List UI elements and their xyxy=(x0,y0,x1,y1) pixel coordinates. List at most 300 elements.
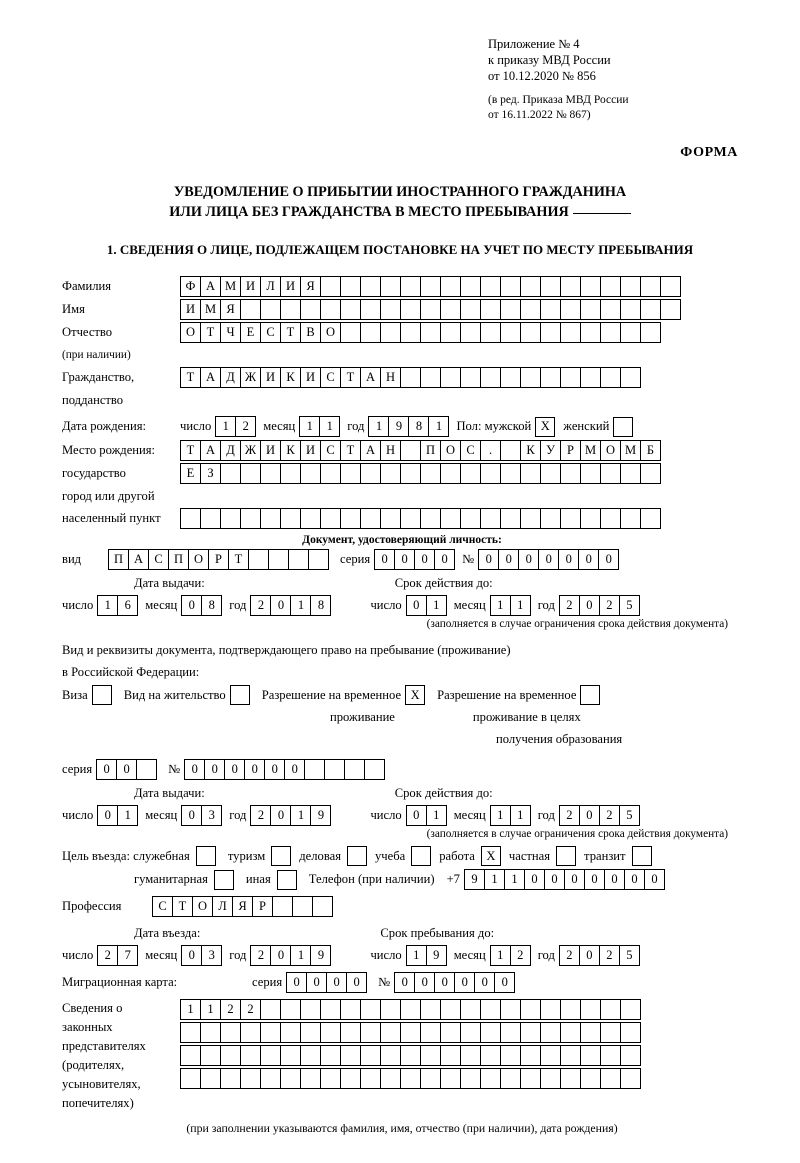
char-box[interactable]: Е xyxy=(180,463,201,484)
char-box[interactable]: Л xyxy=(260,276,281,297)
char-box[interactable]: 3 xyxy=(201,945,222,966)
char-box[interactable] xyxy=(280,299,301,320)
char-box[interactable] xyxy=(200,1045,221,1066)
char-box[interactable] xyxy=(440,276,461,297)
char-box[interactable]: К xyxy=(520,440,541,461)
char-box[interactable] xyxy=(340,276,361,297)
char-box[interactable] xyxy=(580,463,601,484)
char-box[interactable]: С xyxy=(320,367,341,388)
char-box[interactable]: У xyxy=(540,440,561,461)
checkbox-visa[interactable] xyxy=(92,685,112,705)
stay-year-boxes[interactable] xyxy=(559,945,639,966)
char-box[interactable] xyxy=(640,508,661,529)
char-box[interactable] xyxy=(480,999,501,1020)
char-box[interactable] xyxy=(380,322,401,343)
char-box[interactable] xyxy=(420,299,441,320)
char-box[interactable] xyxy=(288,549,309,570)
char-box[interactable] xyxy=(440,463,461,484)
char-box[interactable] xyxy=(540,1068,561,1089)
char-box[interactable]: Т xyxy=(280,322,301,343)
char-box[interactable]: 1 xyxy=(406,945,427,966)
char-box[interactable]: М xyxy=(620,440,641,461)
name-boxes[interactable] xyxy=(180,299,680,320)
char-box[interactable]: И xyxy=(240,276,261,297)
char-box[interactable] xyxy=(580,999,601,1020)
char-box[interactable]: 1 xyxy=(290,805,311,826)
char-box[interactable]: Д xyxy=(220,367,241,388)
char-box[interactable]: Б xyxy=(640,440,661,461)
char-box[interactable] xyxy=(560,508,581,529)
checkbox-business[interactable] xyxy=(347,846,367,866)
char-box[interactable] xyxy=(600,999,621,1020)
char-box[interactable]: 1 xyxy=(368,416,389,437)
char-box[interactable]: 1 xyxy=(426,595,447,616)
char-box[interactable] xyxy=(540,1045,561,1066)
char-box[interactable]: 1 xyxy=(97,595,118,616)
char-box[interactable] xyxy=(320,1022,341,1043)
char-box[interactable] xyxy=(200,1022,221,1043)
doc-issue-month-boxes[interactable] xyxy=(181,595,221,616)
char-box[interactable]: 2 xyxy=(559,945,580,966)
char-box[interactable] xyxy=(220,463,241,484)
char-box[interactable]: 2 xyxy=(97,945,118,966)
char-box[interactable] xyxy=(340,1045,361,1066)
char-box[interactable] xyxy=(560,367,581,388)
char-box[interactable] xyxy=(260,1022,281,1043)
char-box[interactable] xyxy=(620,508,641,529)
char-box[interactable]: 2 xyxy=(599,945,620,966)
char-box[interactable]: 0 xyxy=(224,759,245,780)
char-box[interactable] xyxy=(320,276,341,297)
char-box[interactable]: 0 xyxy=(644,869,665,890)
char-box[interactable] xyxy=(400,508,421,529)
birth-place-city-boxes-2[interactable] xyxy=(180,508,660,529)
char-box[interactable]: 0 xyxy=(474,972,495,993)
char-box[interactable]: Р xyxy=(252,896,273,917)
char-box[interactable]: И xyxy=(260,367,281,388)
char-box[interactable]: 1 xyxy=(290,595,311,616)
char-box[interactable] xyxy=(400,463,421,484)
char-box[interactable]: 0 xyxy=(598,549,619,570)
char-box[interactable]: 0 xyxy=(181,945,202,966)
char-box[interactable] xyxy=(260,299,281,320)
permit-series-boxes[interactable] xyxy=(96,759,156,780)
char-box[interactable] xyxy=(300,463,321,484)
char-box[interactable] xyxy=(400,999,421,1020)
char-box[interactable] xyxy=(500,999,521,1020)
char-box[interactable] xyxy=(500,1022,521,1043)
char-box[interactable] xyxy=(320,1045,341,1066)
char-box[interactable] xyxy=(300,999,321,1020)
char-box[interactable]: 0 xyxy=(406,805,427,826)
permit-valid-month-boxes[interactable] xyxy=(490,805,530,826)
char-box[interactable] xyxy=(240,463,261,484)
char-box[interactable]: С xyxy=(152,896,173,917)
char-box[interactable] xyxy=(260,1045,281,1066)
char-box[interactable] xyxy=(460,276,481,297)
char-box[interactable] xyxy=(500,463,521,484)
char-box[interactable] xyxy=(560,322,581,343)
char-box[interactable] xyxy=(292,896,313,917)
char-box[interactable]: Т xyxy=(340,367,361,388)
char-box[interactable]: 2 xyxy=(250,945,271,966)
char-box[interactable] xyxy=(260,1068,281,1089)
char-box[interactable] xyxy=(380,463,401,484)
char-box[interactable]: И xyxy=(300,440,321,461)
patronymic-boxes[interactable] xyxy=(180,322,660,343)
entry-month-boxes[interactable] xyxy=(181,945,221,966)
char-box[interactable] xyxy=(600,508,621,529)
char-box[interactable] xyxy=(560,276,581,297)
char-box[interactable]: 9 xyxy=(388,416,409,437)
char-box[interactable] xyxy=(400,1022,421,1043)
char-box[interactable] xyxy=(600,276,621,297)
char-box[interactable] xyxy=(360,508,381,529)
char-box[interactable] xyxy=(600,322,621,343)
char-box[interactable] xyxy=(540,299,561,320)
char-box[interactable] xyxy=(540,1022,561,1043)
char-box[interactable]: 0 xyxy=(406,595,427,616)
char-box[interactable] xyxy=(360,1022,381,1043)
char-box[interactable]: О xyxy=(180,322,201,343)
char-box[interactable] xyxy=(520,1022,541,1043)
char-box[interactable]: П xyxy=(168,549,189,570)
char-box[interactable] xyxy=(300,1068,321,1089)
char-box[interactable] xyxy=(320,299,341,320)
char-box[interactable] xyxy=(440,322,461,343)
char-box[interactable] xyxy=(380,1068,401,1089)
char-box[interactable] xyxy=(248,549,269,570)
char-box[interactable] xyxy=(500,508,521,529)
char-box[interactable] xyxy=(600,1045,621,1066)
char-box[interactable]: О xyxy=(440,440,461,461)
char-box[interactable] xyxy=(240,1068,261,1089)
char-box[interactable] xyxy=(344,759,365,780)
char-box[interactable]: Т xyxy=(200,322,221,343)
char-box[interactable] xyxy=(360,999,381,1020)
char-box[interactable] xyxy=(200,508,221,529)
char-box[interactable] xyxy=(460,999,481,1020)
char-box[interactable] xyxy=(420,1045,441,1066)
birth-month-boxes[interactable] xyxy=(299,416,339,437)
char-box[interactable] xyxy=(520,1068,541,1089)
char-box[interactable] xyxy=(460,299,481,320)
checkbox-residence-permit[interactable] xyxy=(230,685,250,705)
char-box[interactable] xyxy=(440,367,461,388)
char-box[interactable] xyxy=(560,999,581,1020)
char-box[interactable]: 0 xyxy=(270,945,291,966)
char-box[interactable]: 2 xyxy=(250,595,271,616)
char-box[interactable]: Я xyxy=(300,276,321,297)
char-box[interactable] xyxy=(500,276,521,297)
char-box[interactable]: Т xyxy=(180,367,201,388)
char-box[interactable]: О xyxy=(320,322,341,343)
char-box[interactable] xyxy=(460,508,481,529)
char-box[interactable]: Н xyxy=(380,440,401,461)
char-box[interactable]: 0 xyxy=(116,759,137,780)
char-box[interactable]: 5 xyxy=(619,805,640,826)
char-box[interactable]: 1 xyxy=(490,595,511,616)
char-box[interactable]: Т xyxy=(180,440,201,461)
char-box[interactable] xyxy=(480,463,501,484)
char-box[interactable] xyxy=(520,999,541,1020)
char-box[interactable] xyxy=(400,1068,421,1089)
char-box[interactable] xyxy=(400,1045,421,1066)
char-box[interactable]: А xyxy=(128,549,149,570)
char-box[interactable]: Т xyxy=(228,549,249,570)
char-box[interactable] xyxy=(240,508,261,529)
char-box[interactable] xyxy=(280,463,301,484)
char-box[interactable] xyxy=(220,1068,241,1089)
char-box[interactable]: 0 xyxy=(624,869,645,890)
char-box[interactable] xyxy=(340,1022,361,1043)
char-box[interactable]: 1 xyxy=(117,805,138,826)
char-box[interactable] xyxy=(260,999,281,1020)
char-box[interactable] xyxy=(380,276,401,297)
char-box[interactable]: 6 xyxy=(117,595,138,616)
char-box[interactable] xyxy=(540,999,561,1020)
char-box[interactable]: 1 xyxy=(504,869,525,890)
migration-series-boxes[interactable] xyxy=(286,972,366,993)
char-box[interactable]: 0 xyxy=(544,869,565,890)
char-box[interactable] xyxy=(620,1045,641,1066)
char-box[interactable] xyxy=(420,367,441,388)
char-box[interactable] xyxy=(312,896,333,917)
char-box[interactable]: 0 xyxy=(96,759,117,780)
char-box[interactable] xyxy=(580,299,601,320)
char-box[interactable]: 2 xyxy=(599,805,620,826)
char-box[interactable] xyxy=(360,299,381,320)
char-box[interactable]: Л xyxy=(212,896,233,917)
permit-issue-year-boxes[interactable] xyxy=(250,805,330,826)
char-box[interactable] xyxy=(620,322,641,343)
char-box[interactable] xyxy=(280,508,301,529)
phone-boxes[interactable] xyxy=(464,869,664,890)
char-box[interactable]: И xyxy=(260,440,281,461)
char-box[interactable] xyxy=(580,1068,601,1089)
char-box[interactable] xyxy=(660,299,681,320)
char-box[interactable] xyxy=(640,276,661,297)
char-box[interactable]: С xyxy=(460,440,481,461)
char-box[interactable]: В xyxy=(300,322,321,343)
char-box[interactable]: 8 xyxy=(408,416,429,437)
char-box[interactable]: М xyxy=(580,440,601,461)
char-box[interactable]: 1 xyxy=(490,805,511,826)
char-box[interactable] xyxy=(220,1045,241,1066)
char-box[interactable] xyxy=(640,299,661,320)
char-box[interactable]: А xyxy=(360,367,381,388)
char-box[interactable] xyxy=(600,463,621,484)
char-box[interactable] xyxy=(340,999,361,1020)
char-box[interactable] xyxy=(500,367,521,388)
char-box[interactable]: 2 xyxy=(510,945,531,966)
char-box[interactable]: 0 xyxy=(270,805,291,826)
char-box[interactable] xyxy=(440,999,461,1020)
char-box[interactable] xyxy=(560,1045,581,1066)
char-box[interactable]: 0 xyxy=(579,595,600,616)
char-box[interactable] xyxy=(580,1045,601,1066)
char-box[interactable] xyxy=(340,463,361,484)
char-box[interactable] xyxy=(500,322,521,343)
birth-place-state-boxes[interactable] xyxy=(180,440,660,461)
char-box[interactable]: 2 xyxy=(235,416,256,437)
char-box[interactable]: Н xyxy=(380,367,401,388)
doc-valid-month-boxes[interactable] xyxy=(490,595,530,616)
doc-issue-year-boxes[interactable] xyxy=(250,595,330,616)
char-box[interactable] xyxy=(620,463,641,484)
char-box[interactable] xyxy=(460,322,481,343)
char-box[interactable] xyxy=(420,1068,441,1089)
char-box[interactable]: 9 xyxy=(310,945,331,966)
checkbox-official[interactable] xyxy=(196,846,216,866)
char-box[interactable]: П xyxy=(420,440,441,461)
char-box[interactable]: А xyxy=(200,440,221,461)
doc-kind-boxes[interactable] xyxy=(108,549,328,570)
char-box[interactable] xyxy=(220,508,241,529)
char-box[interactable] xyxy=(460,1022,481,1043)
birth-day-boxes[interactable] xyxy=(215,416,255,437)
char-box[interactable] xyxy=(520,1045,541,1066)
char-box[interactable] xyxy=(324,759,345,780)
char-box[interactable]: 5 xyxy=(619,595,640,616)
stay-day-boxes[interactable] xyxy=(406,945,446,966)
migration-number-boxes[interactable] xyxy=(394,972,514,993)
char-box[interactable]: 0 xyxy=(564,869,585,890)
entry-day-boxes[interactable] xyxy=(97,945,137,966)
char-box[interactable]: 0 xyxy=(326,972,347,993)
char-box[interactable]: 0 xyxy=(181,805,202,826)
doc-valid-day-boxes[interactable] xyxy=(406,595,446,616)
char-box[interactable]: С xyxy=(260,322,281,343)
char-box[interactable] xyxy=(540,508,561,529)
checkbox-private[interactable] xyxy=(556,846,576,866)
char-box[interactable]: 2 xyxy=(599,595,620,616)
char-box[interactable] xyxy=(460,1068,481,1089)
char-box[interactable]: А xyxy=(200,367,221,388)
char-box[interactable]: С xyxy=(148,549,169,570)
char-box[interactable] xyxy=(320,999,341,1020)
char-box[interactable] xyxy=(240,1045,261,1066)
char-box[interactable] xyxy=(220,1022,241,1043)
char-box[interactable] xyxy=(440,1068,461,1089)
char-box[interactable]: 1 xyxy=(200,999,221,1020)
char-box[interactable]: 9 xyxy=(464,869,485,890)
char-box[interactable]: 1 xyxy=(290,945,311,966)
char-box[interactable] xyxy=(380,508,401,529)
char-box[interactable]: Ч xyxy=(220,322,241,343)
char-box[interactable]: 0 xyxy=(584,869,605,890)
char-box[interactable]: 9 xyxy=(310,805,331,826)
profession-boxes[interactable] xyxy=(152,896,332,917)
char-box[interactable] xyxy=(560,299,581,320)
char-box[interactable] xyxy=(268,549,289,570)
char-box[interactable]: Е xyxy=(240,322,261,343)
char-box[interactable] xyxy=(580,322,601,343)
char-box[interactable] xyxy=(600,299,621,320)
permit-valid-day-boxes[interactable] xyxy=(406,805,446,826)
char-box[interactable] xyxy=(400,276,421,297)
char-box[interactable] xyxy=(420,463,441,484)
char-box[interactable] xyxy=(540,322,561,343)
char-box[interactable] xyxy=(500,299,521,320)
char-box[interactable] xyxy=(320,1068,341,1089)
char-box[interactable]: 1 xyxy=(428,416,449,437)
char-box[interactable] xyxy=(320,508,341,529)
char-box[interactable]: К xyxy=(280,367,301,388)
char-box[interactable]: О xyxy=(192,896,213,917)
char-box[interactable] xyxy=(600,1068,621,1089)
char-box[interactable]: Р xyxy=(560,440,581,461)
char-box[interactable] xyxy=(420,276,441,297)
char-box[interactable]: 0 xyxy=(346,972,367,993)
char-box[interactable]: О xyxy=(600,440,621,461)
char-box[interactable] xyxy=(180,508,201,529)
char-box[interactable] xyxy=(500,440,521,461)
char-box[interactable] xyxy=(340,1068,361,1089)
char-box[interactable] xyxy=(560,1022,581,1043)
char-box[interactable] xyxy=(260,508,281,529)
doc-issue-day-boxes[interactable] xyxy=(97,595,137,616)
char-box[interactable] xyxy=(364,759,385,780)
char-box[interactable] xyxy=(480,1022,501,1043)
checkbox-other-purpose[interactable] xyxy=(277,870,297,890)
char-box[interactable]: Я xyxy=(232,896,253,917)
char-box[interactable]: 0 xyxy=(394,972,415,993)
char-box[interactable] xyxy=(580,508,601,529)
char-box[interactable]: 0 xyxy=(518,549,539,570)
char-box[interactable] xyxy=(380,299,401,320)
char-box[interactable]: 8 xyxy=(310,595,331,616)
char-box[interactable] xyxy=(260,463,281,484)
char-box[interactable]: А xyxy=(360,440,381,461)
char-box[interactable]: 0 xyxy=(494,972,515,993)
char-box[interactable] xyxy=(580,276,601,297)
legal-rep-row[interactable] xyxy=(180,999,640,1020)
char-box[interactable]: И xyxy=(180,299,201,320)
char-box[interactable]: 1 xyxy=(299,416,320,437)
doc-valid-year-boxes[interactable] xyxy=(559,595,639,616)
char-box[interactable] xyxy=(480,367,501,388)
char-box[interactable]: 0 xyxy=(184,759,205,780)
char-box[interactable] xyxy=(340,322,361,343)
doc-number-boxes[interactable] xyxy=(478,549,618,570)
char-box[interactable]: Р xyxy=(208,549,229,570)
char-box[interactable] xyxy=(440,299,461,320)
legal-rep-row[interactable] xyxy=(180,1068,640,1089)
char-box[interactable]: 8 xyxy=(201,595,222,616)
char-box[interactable] xyxy=(340,508,361,529)
char-box[interactable]: 0 xyxy=(244,759,265,780)
char-box[interactable] xyxy=(540,276,561,297)
birth-place-city-boxes[interactable] xyxy=(180,463,660,484)
char-box[interactable]: 0 xyxy=(414,549,435,570)
char-box[interactable] xyxy=(420,999,441,1020)
char-box[interactable]: М xyxy=(220,276,241,297)
char-box[interactable] xyxy=(420,1022,441,1043)
checkbox-humanitarian[interactable] xyxy=(214,870,234,890)
char-box[interactable] xyxy=(280,1045,301,1066)
char-box[interactable] xyxy=(400,367,421,388)
char-box[interactable]: И xyxy=(300,367,321,388)
birth-year-boxes[interactable] xyxy=(368,416,448,437)
char-box[interactable]: 0 xyxy=(434,972,455,993)
char-box[interactable]: 1 xyxy=(510,595,531,616)
char-box[interactable]: А xyxy=(200,276,221,297)
char-box[interactable] xyxy=(360,322,381,343)
char-box[interactable] xyxy=(440,508,461,529)
char-box[interactable]: 0 xyxy=(524,869,545,890)
char-box[interactable] xyxy=(136,759,157,780)
